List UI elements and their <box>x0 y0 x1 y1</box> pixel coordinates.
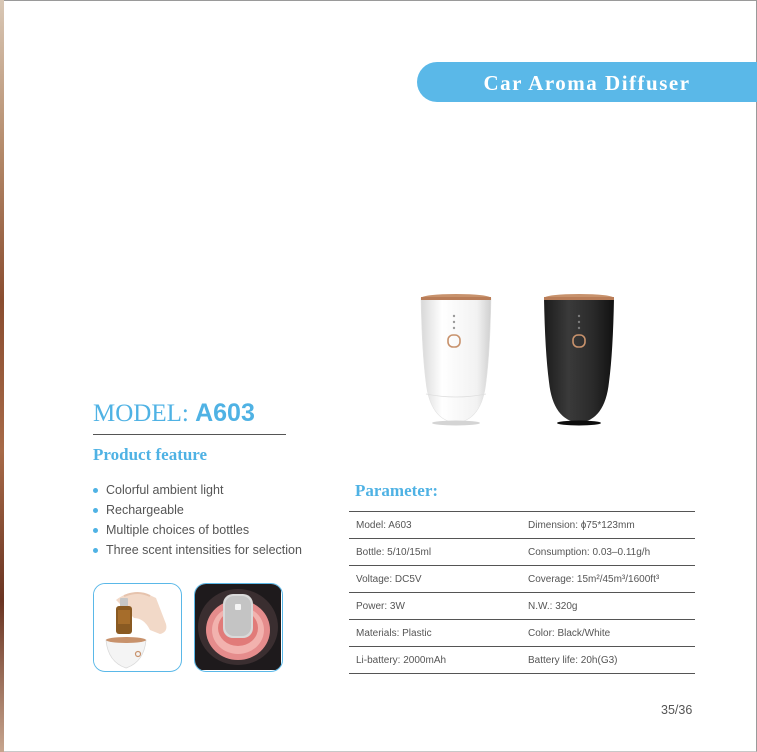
model-title <box>93 399 255 428</box>
white-diffuser-image <box>416 292 494 428</box>
table-cell: Voltage: DC5V <box>349 566 521 593</box>
table-cell: Power: 3W <box>349 593 521 620</box>
table-cell: Consumption: 0.03–0.11g/h <box>521 539 695 566</box>
table-row <box>349 620 695 647</box>
table-cell: Coverage: 15m²/45m³/1600ft³ <box>521 566 695 593</box>
feature-item: Colorful ambient light <box>93 481 302 501</box>
title-banner <box>417 62 757 102</box>
parameter-table <box>349 511 695 674</box>
black-diffuser-image <box>539 292 617 428</box>
parameter-heading: Parameter: <box>355 481 439 500</box>
model-label: MODEL: <box>93 400 189 427</box>
model-number: A603 <box>195 399 255 427</box>
table-row <box>349 593 695 620</box>
table-cell: Bottle: 5/10/15ml <box>349 539 521 566</box>
bottle-insertion-image <box>93 583 182 672</box>
model-underline <box>93 434 286 435</box>
feature-list <box>93 481 302 561</box>
table-row <box>349 539 695 566</box>
feature-item: Three scent intensities for selection <box>93 541 302 561</box>
table-row <box>349 512 695 539</box>
feature-item: Multiple choices of bottles <box>93 521 302 541</box>
feature-item: Rechargeable <box>93 501 302 521</box>
table-cell: N.W.: 320g <box>521 593 695 620</box>
table-cell: Model: A603 <box>349 512 521 539</box>
table-cell: Dimension: ɸ75*123mm <box>521 512 695 539</box>
table-cell: Materials: Plastic <box>349 620 521 647</box>
ambient-light-image <box>194 583 283 672</box>
product-feature-heading: Product feature <box>93 445 208 464</box>
page-number: 35/36 <box>661 703 693 717</box>
table-row <box>349 647 695 674</box>
table-cell: Battery life: 20h(G3) <box>521 647 695 674</box>
table-row <box>349 566 695 593</box>
page-title: Car Aroma Diffuser <box>483 71 691 95</box>
left-edge-strip <box>0 0 4 752</box>
table-cell: Li-battery: 2000mAh <box>349 647 521 674</box>
table-cell: Color: Black/White <box>521 620 695 647</box>
